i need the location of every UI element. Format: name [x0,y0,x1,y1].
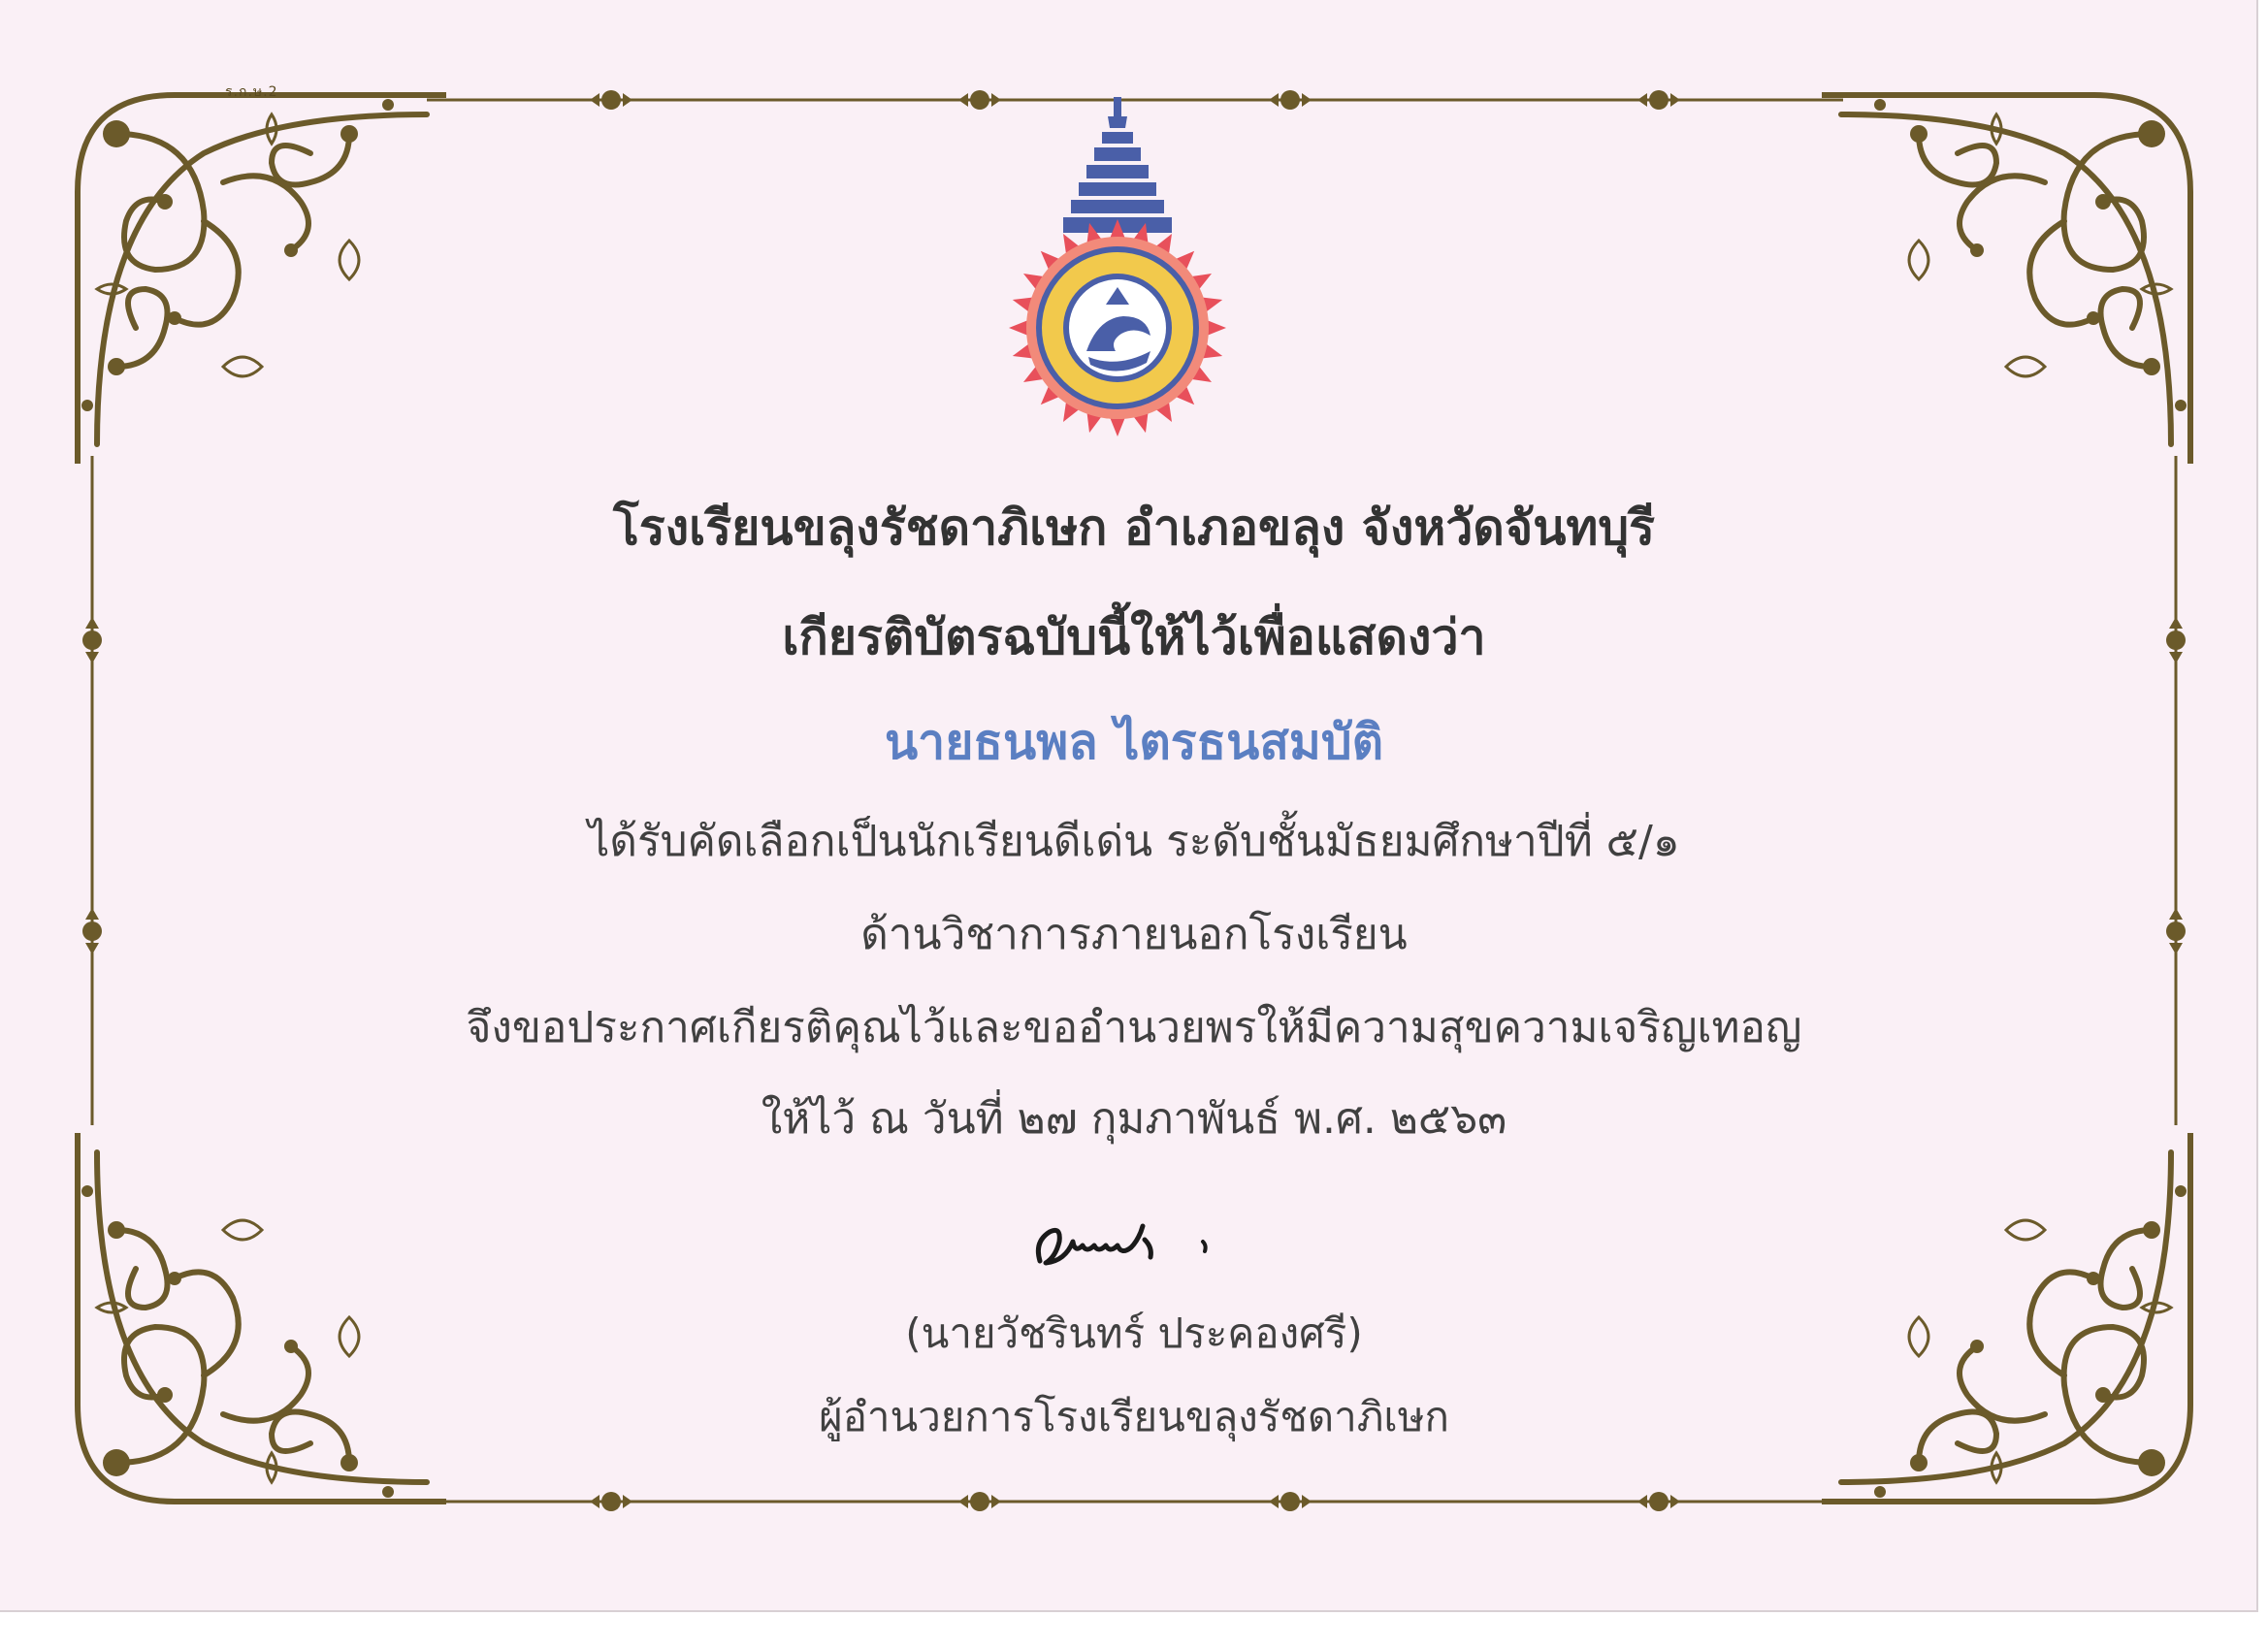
signature-mark [1026,1203,1220,1280]
corner-code-label: ร.ก.ษ.2 [225,84,278,100]
recipient-name: นายธนพล ไตรธนสมบัติ [884,714,1384,770]
certificate-intro-heading: เกียรติบัตรฉบับนี้ให้ไว้เพื่อแสดงว่า [782,609,1486,665]
signer-title: ผู้อำนวยการโรงเรียนขลุงรัชดาภิเษก [819,1393,1449,1440]
corner-ornament-top-right [1822,76,2210,464]
border-ornament [1269,90,1312,110]
corner-ornament-top-left [58,76,446,464]
award-field: ด้านวิชาการภายนอกโรงเรียน [860,910,1408,959]
signer-name: (นายวัชรินทร์ ประคองศรี) [905,1310,1363,1357]
school-name-heading: โรงเรียนขลุงรัชดาภิเษก อำเภอขลุง จังหวัดจันทบุรี [613,500,1655,556]
border-ornament [590,90,632,110]
border-ornament [590,1492,632,1511]
school-emblem-icon [1001,97,1234,456]
issue-date: ให้ไว้ ณ วันที่ ๒๗ กุมภาพันธ์ พ.ศ. ๒๕๖๓ [761,1094,1507,1144]
border-ornament [1269,1492,1312,1511]
border-ornament [1637,90,1680,110]
border-ornament [958,1492,1001,1511]
award-description: ได้รับคัดเลือกเป็นนักเรียนดีเด่น ระดับชั้นมัธยมศึกษาปีที่ ๕/๑ [588,817,1680,866]
blessing-text: จึงขอประกาศเกียรติคุณไว้และขออำนวยพรให้มีความสุขความเจริญเทอญ [466,1003,1802,1052]
border-ornament [958,90,1001,110]
border-ornament [1637,1492,1680,1511]
